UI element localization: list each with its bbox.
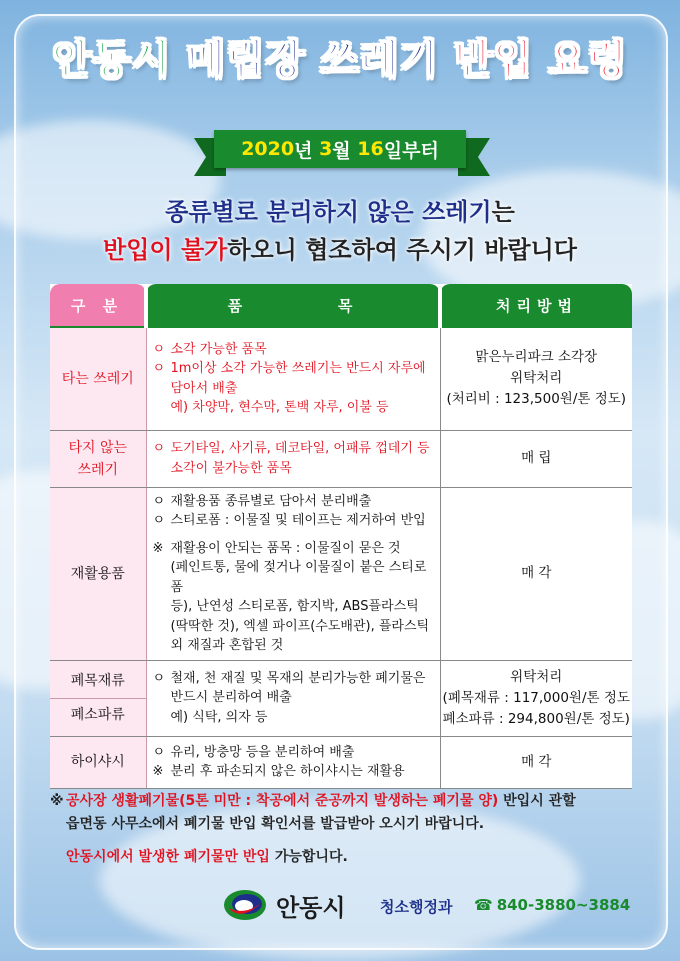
list-item bbox=[153, 398, 434, 418]
method-line: 위탁처리 bbox=[510, 668, 563, 685]
footnote bbox=[50, 790, 650, 869]
ribbon-day: 16 bbox=[357, 138, 384, 160]
method-line: 위탁처리 bbox=[510, 370, 563, 387]
notice-line-2-rest: 하오니 협조하여 주시기 바랍니다 bbox=[227, 236, 577, 264]
list-item bbox=[153, 743, 434, 763]
list-item bbox=[153, 558, 434, 597]
footnote-line-3-rest: 가능합니다. bbox=[269, 849, 348, 865]
item-text: 1m이상 소각 가능한 쓰레기는 반드시 자루에 bbox=[170, 361, 426, 377]
method-line: (폐목재류 : 117,000원/톤 정도 bbox=[442, 689, 630, 706]
notice-line-2 bbox=[0, 230, 680, 265]
category-cell bbox=[50, 660, 146, 736]
footer-city: 안동시 bbox=[276, 894, 346, 922]
items-cell bbox=[146, 487, 440, 660]
category-line: 타지 않는 bbox=[68, 439, 128, 456]
items-cell bbox=[146, 736, 440, 788]
disposal-table bbox=[50, 284, 632, 789]
list-item bbox=[153, 340, 434, 360]
date-ribbon bbox=[214, 130, 466, 168]
table-row bbox=[50, 430, 632, 487]
method-cell bbox=[440, 487, 632, 660]
item-text: 재활용품 종류별로 담아서 분리배출 bbox=[170, 493, 372, 509]
method-cell bbox=[440, 430, 632, 487]
bullet-mark: ㅇ bbox=[152, 493, 166, 509]
list-item bbox=[153, 597, 434, 617]
andong-logo-icon bbox=[222, 888, 268, 922]
ribbon-year-unit: 년 bbox=[294, 139, 313, 162]
list-spacer bbox=[153, 531, 434, 539]
list-item bbox=[153, 617, 434, 637]
item-text: 분리 후 파손되지 않은 하이샤시는 재활용 bbox=[170, 764, 405, 779]
bullet-mark bbox=[153, 617, 171, 637]
bullet-mark bbox=[153, 708, 171, 728]
method-cell bbox=[440, 327, 632, 430]
category-cell: 타는 쓰레기 bbox=[50, 327, 146, 430]
list-item bbox=[153, 359, 434, 379]
notice-line-1-main: 종류별로 분리하지 않은 쓰레기 bbox=[165, 198, 492, 226]
bullet-mark bbox=[153, 558, 171, 597]
footnote-mark: ※ bbox=[50, 793, 64, 809]
list-item bbox=[153, 762, 434, 782]
bullet-mark: ㅇ bbox=[152, 513, 166, 528]
bullet-mark bbox=[153, 597, 171, 617]
notice-line-1-suffix: 는 bbox=[491, 198, 515, 226]
table-row bbox=[50, 736, 632, 788]
method-line: 매 립 bbox=[521, 450, 552, 466]
title-city: 안동시 bbox=[52, 37, 172, 83]
bullet-mark: ※ bbox=[152, 540, 164, 556]
item-text: 소각 가능한 품목 bbox=[170, 341, 267, 357]
item-text: 스티로폼 : 이물질 및 테이프는 제거하여 반입 bbox=[170, 513, 426, 528]
category-split bbox=[50, 665, 146, 732]
list-item bbox=[153, 379, 434, 399]
item-text: 철재, 천 재질 및 목재의 분리가능한 폐기물은 bbox=[170, 670, 426, 686]
telephone-icon: ☎ bbox=[474, 896, 493, 914]
bullet-mark bbox=[153, 379, 171, 399]
bullet-mark: ㅇ bbox=[152, 744, 166, 760]
footnote-line-1 bbox=[50, 790, 650, 813]
items-cell bbox=[146, 660, 440, 736]
title-middle: 매립장 쓰레기 bbox=[186, 37, 440, 83]
items-cell bbox=[146, 327, 440, 430]
bullet-mark bbox=[153, 398, 171, 418]
item-text: 예) 식탁, 의자 등 bbox=[170, 709, 268, 725]
category-sub: 폐소파류 bbox=[70, 706, 125, 723]
item-text: 재활용이 안되는 품목 : 이물질이 묻은 것 bbox=[170, 540, 401, 556]
item-text: 예) 차양막, 현수막, 톤백 자루, 이불 등 bbox=[170, 400, 389, 416]
footnote-line-3 bbox=[50, 846, 650, 869]
ribbon-day-unit: 일부터 bbox=[383, 139, 439, 162]
method-cell bbox=[440, 660, 632, 736]
list-item bbox=[153, 511, 434, 531]
bullet-mark: ㅇ bbox=[152, 441, 166, 456]
method-line: 폐소파류 : 294,800원/톤 정도) bbox=[442, 710, 630, 727]
item-text: 유리, 방충망 등을 분리하여 배출 bbox=[170, 744, 355, 760]
category-line: 쓰레기 bbox=[77, 461, 119, 478]
bullet-mark bbox=[153, 459, 171, 479]
table-header-row bbox=[50, 284, 632, 327]
notice-line-2-red: 반입이 불가 bbox=[103, 236, 228, 264]
item-text: (페인트통, 물에 젖거나 이물질이 붙은 스티로폼 bbox=[170, 560, 427, 595]
footer-dept: 청소행정과 bbox=[380, 898, 453, 916]
method-cell bbox=[440, 736, 632, 788]
item-text: 도기타일, 사기류, 데코타일, 어패류 껍데기 등 bbox=[170, 441, 430, 456]
item-text: 외 재질과 혼합된 것 bbox=[170, 638, 284, 653]
footer-phone bbox=[474, 896, 630, 914]
bullet-mark: ㅇ bbox=[152, 361, 166, 377]
list-item bbox=[153, 539, 434, 559]
list-item bbox=[153, 439, 434, 459]
table-row bbox=[50, 327, 632, 430]
ribbon-month-unit: 월 bbox=[332, 139, 351, 162]
item-text: 등), 난연성 스티로폼, 함지박, ABS플라스틱 bbox=[170, 599, 419, 614]
footnote-line-3-red: 안동시에서 발생한 폐기물만 반입 bbox=[66, 849, 270, 865]
title-end: 반입 요령 bbox=[454, 37, 628, 83]
list-item bbox=[153, 688, 434, 708]
category-cell: 재활용품 bbox=[50, 487, 146, 660]
item-text: 소각이 불가능한 품목 bbox=[170, 460, 292, 476]
list-item bbox=[153, 669, 434, 689]
method-line: 맑은누리파크 소각장 bbox=[475, 349, 598, 366]
poster-title bbox=[0, 28, 680, 85]
category-cell bbox=[50, 430, 146, 487]
item-text: 반드시 분리하여 배출 bbox=[170, 690, 292, 706]
category-cell: 하이샤시 bbox=[50, 736, 146, 788]
bullet-mark: ㅇ bbox=[152, 341, 166, 357]
footnote-line-1-red: 공사장 생활폐기물(5톤 미만 : 착공에서 준공까지 발생하는 폐기물 양) bbox=[66, 793, 499, 809]
header-method: 처리방법 bbox=[440, 284, 632, 327]
bullet-mark: ㅇ bbox=[152, 670, 166, 686]
table-row bbox=[50, 487, 632, 660]
category-sub: 폐목재류 bbox=[50, 665, 146, 699]
notice-line-1 bbox=[0, 192, 680, 227]
footnote-line-1-rest: 반입시 관할 bbox=[498, 793, 576, 809]
bullet-mark bbox=[153, 636, 171, 656]
list-item bbox=[153, 492, 434, 512]
method-line: 매 각 bbox=[521, 753, 552, 770]
bullet-mark bbox=[153, 688, 171, 708]
bullet-mark: ※ bbox=[152, 764, 164, 779]
ribbon-month: 3 bbox=[319, 138, 333, 160]
list-item bbox=[153, 636, 434, 656]
footnote-line-2: 읍면동 사무소에서 폐기물 반입 확인서를 발급받아 오시기 바랍니다. bbox=[66, 816, 485, 832]
list-item bbox=[153, 708, 434, 728]
method-line: 매 각 bbox=[521, 565, 552, 581]
method-line: (처리비 : 123,500원/톤 정도) bbox=[446, 391, 627, 408]
item-text: 담아서 배출 bbox=[170, 380, 238, 396]
header-category: 구 분 bbox=[50, 284, 146, 327]
table-row bbox=[50, 660, 632, 736]
list-item bbox=[153, 459, 434, 479]
header-items: 품 목 bbox=[146, 284, 440, 327]
item-text: (딱딱한 것), 엑셀 파이프(수도배관), 플라스틱 bbox=[170, 618, 430, 634]
ribbon-year: 2020 bbox=[241, 138, 295, 160]
items-cell bbox=[146, 430, 440, 487]
phone-number: 840-3880~3884 bbox=[496, 896, 631, 914]
